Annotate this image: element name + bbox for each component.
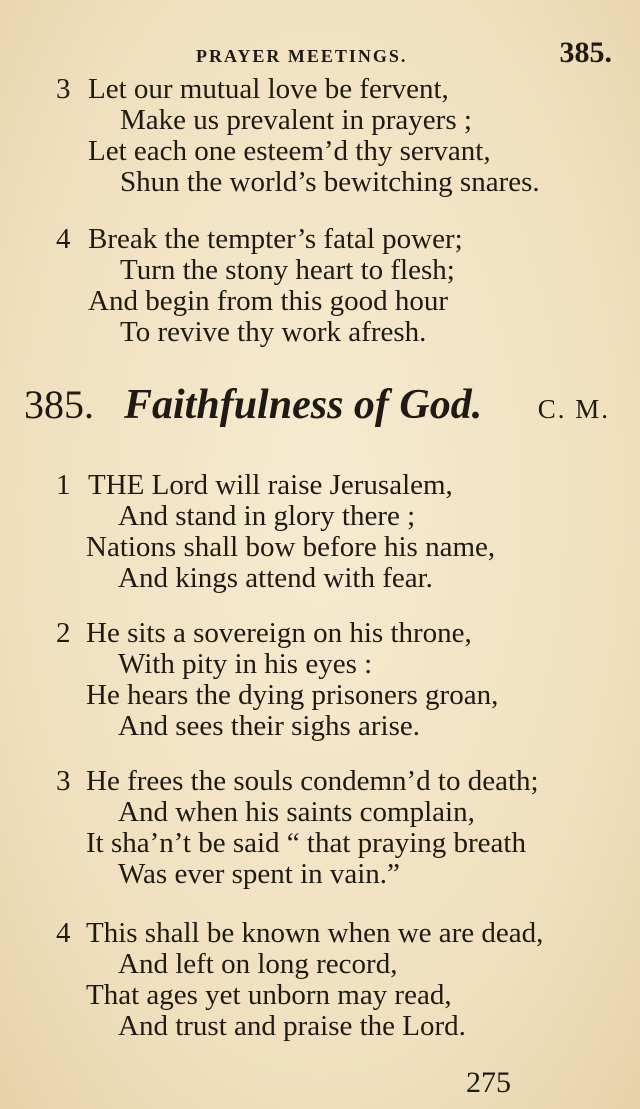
prev-stanza-3 [0, 74, 640, 198]
verse-line: And sees their sighs arise. [118, 710, 421, 742]
verse-line: Make us prevalent in prayers ; [120, 104, 472, 136]
verse-line: And kings attend with fear. [118, 562, 433, 594]
header-hymn-number: 385. [559, 36, 612, 69]
verse-line: That ages yet unborn may read, [86, 979, 452, 1011]
verse-line: And when his saints complain, [118, 796, 475, 828]
verse-line: It sha’n’t be said “ that praying breath [86, 827, 526, 859]
verse-line: Was ever spent in vain.” [118, 858, 400, 890]
verse-line: And trust and praise the Lord. [118, 1010, 466, 1042]
stanza-number: 2 [56, 617, 71, 649]
verse-line: To revive thy work afresh. [120, 316, 427, 348]
stanza-number: 1 [56, 469, 71, 501]
verse-line: And stand in glory there ; [118, 500, 416, 532]
verse-line: Break the tempter’s fatal power; [88, 223, 463, 255]
verse-line: He hears the dying prisoners groan, [86, 679, 499, 711]
stanza-number: 4 [56, 223, 71, 255]
verse-line: He frees the souls condemn’d to death; [86, 765, 539, 797]
verse-line: He sits a sovereign on his throne, [86, 617, 472, 649]
hymn-title: Faithfulness of God. [124, 382, 483, 428]
running-head: PRAYER MEETINGS. [196, 46, 408, 66]
page-header [0, 36, 640, 70]
hymn-meter: C. M. [537, 394, 610, 424]
hymn-heading [0, 380, 640, 430]
stanza-3 [0, 766, 640, 890]
verse-line: And begin from this good hour [88, 285, 449, 317]
stanza-2 [0, 618, 640, 742]
verse-line: Turn the stony heart to flesh; [120, 254, 455, 286]
verse-line: Let our mutual love be fervent, [88, 73, 449, 105]
verse-line: This shall be known when we are dead, [86, 917, 544, 949]
stanza-number: 4 [56, 917, 71, 949]
prev-stanza-4 [0, 224, 640, 348]
stanza-number: 3 [56, 73, 71, 105]
verse-line: And left on long record, [118, 948, 398, 980]
verse-line: THE Lord will raise Jerusalem, [88, 469, 453, 501]
page-number: 275 [466, 1066, 511, 1099]
verse-line: Let each one esteem’d thy servant, [88, 135, 491, 167]
verse-line: With pity in his eyes : [118, 648, 373, 680]
hymn-number: 385. [24, 382, 94, 427]
stanza-1 [0, 470, 640, 594]
stanza-4 [0, 918, 640, 1042]
verse-line: Nations shall bow before his name, [86, 531, 496, 563]
verse-line: Shun the world’s bewitching snares. [120, 166, 540, 198]
stanza-number: 3 [56, 765, 71, 797]
